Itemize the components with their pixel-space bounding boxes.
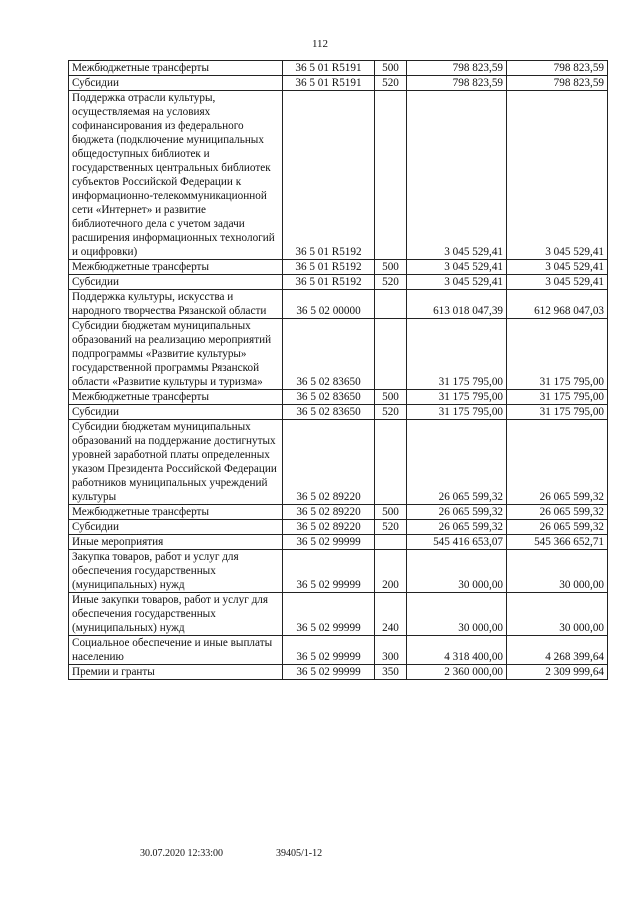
row-code: 36 5 02 99999 [283, 593, 375, 636]
row-expense-type [375, 535, 407, 550]
table-row [69, 91, 608, 260]
row-name: Субсидии [69, 76, 283, 91]
row-name: Закупка товаров, работ и услуг для обеспечения государственных (муниципальных) нужд [69, 550, 283, 593]
row-amount-1: 31 175 795,00 [407, 405, 507, 420]
row-amount-2: 31 175 795,00 [507, 405, 608, 420]
row-name: Субсидии [69, 275, 283, 290]
table-row [69, 275, 608, 290]
row-expense-type: 520 [375, 520, 407, 535]
row-expense-type [375, 91, 407, 260]
row-name: Межбюджетные трансферты [69, 61, 283, 76]
row-amount-2: 798 823,59 [507, 76, 608, 91]
row-amount-2: 26 065 599,32 [507, 520, 608, 535]
row-expense-type: 200 [375, 550, 407, 593]
row-expense-type: 500 [375, 260, 407, 275]
row-name: Субсидии бюджетам муниципальных образований на поддержание достигнутых уровней заработной платы определенных указом Президента Российской Федерации работников муниципальных учреждений культуры [69, 420, 283, 505]
row-expense-type [375, 420, 407, 505]
row-name: Премии и гранты [69, 665, 283, 680]
row-amount-1: 3 045 529,41 [407, 91, 507, 260]
row-expense-type: 520 [375, 275, 407, 290]
row-amount-2: 3 045 529,41 [507, 91, 608, 260]
row-code: 36 5 01 R5192 [283, 260, 375, 275]
row-code: 36 5 01 R5192 [283, 91, 375, 260]
row-amount-2: 3 045 529,41 [507, 275, 608, 290]
row-name: Межбюджетные трансферты [69, 505, 283, 520]
row-code: 36 5 02 99999 [283, 636, 375, 665]
row-amount-2: 26 065 599,32 [507, 420, 608, 505]
row-name: Субсидии [69, 405, 283, 420]
row-code: 36 5 02 89220 [283, 505, 375, 520]
row-code: 36 5 02 89220 [283, 420, 375, 505]
row-expense-type: 300 [375, 636, 407, 665]
row-amount-1: 31 175 795,00 [407, 319, 507, 390]
row-name: Поддержка отрасли культуры, осуществляемая на условиях софинансирования из федерального бюджета (подключение муниципальных общедоступных библиотек и государственных центральных библиотек субъектов Российской Федерации к информационно-телекоммуникационной сети «Интернет» и развитие библиотечного дела с учетом задачи расширения информационных технологий и оцифровки) [69, 91, 283, 260]
row-expense-type: 520 [375, 76, 407, 91]
table-row [69, 593, 608, 636]
table-row [69, 260, 608, 275]
row-amount-2: 798 823,59 [507, 61, 608, 76]
row-amount-2: 3 045 529,41 [507, 260, 608, 275]
table-row [69, 550, 608, 593]
row-code: 36 5 02 89220 [283, 520, 375, 535]
table-row [69, 665, 608, 680]
row-code: 36 5 01 R5191 [283, 61, 375, 76]
row-code: 36 5 02 83650 [283, 390, 375, 405]
footer-document-id: 39405/1-12 [276, 848, 323, 859]
row-expense-type: 350 [375, 665, 407, 680]
budget-table [68, 60, 608, 680]
row-amount-1: 26 065 599,32 [407, 520, 507, 535]
row-code: 36 5 02 00000 [283, 290, 375, 319]
row-expense-type: 500 [375, 390, 407, 405]
row-amount-1: 26 065 599,32 [407, 420, 507, 505]
table-row [69, 520, 608, 535]
budget-table-body [69, 61, 608, 680]
row-amount-1: 4 318 400,00 [407, 636, 507, 665]
row-name: Субсидии [69, 520, 283, 535]
row-expense-type [375, 319, 407, 390]
row-amount-2: 31 175 795,00 [507, 319, 608, 390]
row-amount-2: 30 000,00 [507, 550, 608, 593]
row-expense-type [375, 290, 407, 319]
row-amount-2: 612 968 047,03 [507, 290, 608, 319]
row-code: 36 5 02 83650 [283, 405, 375, 420]
row-name: Межбюджетные трансферты [69, 390, 283, 405]
row-amount-2: 2 309 999,64 [507, 665, 608, 680]
page-number: 112 [311, 38, 329, 50]
footer-timestamp: 30.07.2020 12:33:00 [140, 848, 224, 859]
row-amount-2: 4 268 399,64 [507, 636, 608, 665]
row-code: 36 5 01 R5191 [283, 76, 375, 91]
row-code: 36 5 02 99999 [283, 550, 375, 593]
row-name: Межбюджетные трансферты [69, 260, 283, 275]
row-amount-1: 2 360 000,00 [407, 665, 507, 680]
row-amount-1: 798 823,59 [407, 61, 507, 76]
row-code: 36 5 02 83650 [283, 319, 375, 390]
table-row [69, 636, 608, 665]
row-amount-1: 3 045 529,41 [407, 275, 507, 290]
row-amount-1: 3 045 529,41 [407, 260, 507, 275]
row-amount-1: 30 000,00 [407, 550, 507, 593]
row-name: Субсидии бюджетам муниципальных образований на реализацию мероприятий подпрограммы «Развитие культуры» государственной программы Рязанской области «Развитие культуры и туризма» [69, 319, 283, 390]
row-amount-1: 545 416 653,07 [407, 535, 507, 550]
row-name: Иные мероприятия [69, 535, 283, 550]
row-name: Социальное обеспечение и иные выплаты населению [69, 636, 283, 665]
row-amount-1: 798 823,59 [407, 76, 507, 91]
table-row [69, 319, 608, 390]
row-amount-1: 30 000,00 [407, 593, 507, 636]
table-row [69, 61, 608, 76]
row-name: Поддержка культуры, искусства и народного творчества Рязанской области [69, 290, 283, 319]
row-expense-type: 520 [375, 405, 407, 420]
table-row [69, 290, 608, 319]
table-row [69, 535, 608, 550]
table-row [69, 505, 608, 520]
row-code: 36 5 02 99999 [283, 535, 375, 550]
row-amount-1: 613 018 047,39 [407, 290, 507, 319]
row-name: Иные закупки товаров, работ и услуг для обеспечения государственных (муниципальных) нужд [69, 593, 283, 636]
row-expense-type: 500 [375, 505, 407, 520]
table-row [69, 420, 608, 505]
row-amount-2: 545 366 652,71 [507, 535, 608, 550]
table-row [69, 405, 608, 420]
row-code: 36 5 01 R5192 [283, 275, 375, 290]
row-expense-type: 500 [375, 61, 407, 76]
row-amount-2: 26 065 599,32 [507, 505, 608, 520]
row-amount-1: 26 065 599,32 [407, 505, 507, 520]
row-amount-2: 30 000,00 [507, 593, 608, 636]
row-code: 36 5 02 99999 [283, 665, 375, 680]
row-amount-1: 31 175 795,00 [407, 390, 507, 405]
row-expense-type: 240 [375, 593, 407, 636]
table-row [69, 390, 608, 405]
row-amount-2: 31 175 795,00 [507, 390, 608, 405]
table-row [69, 76, 608, 91]
